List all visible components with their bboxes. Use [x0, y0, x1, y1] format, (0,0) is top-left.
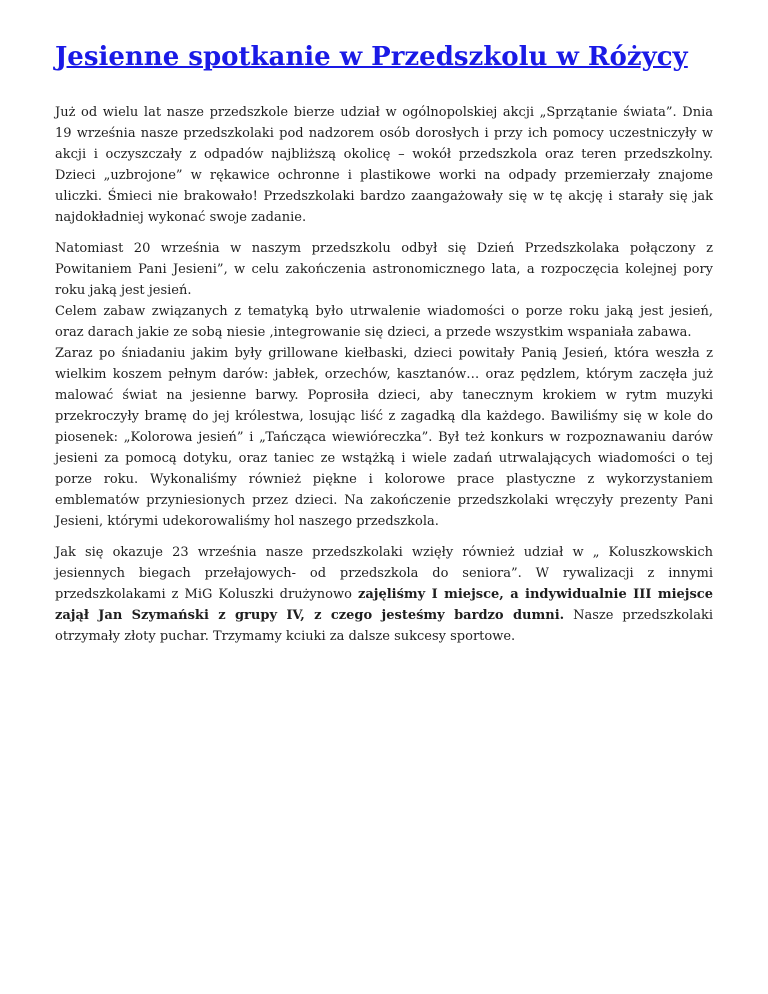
- article-title-link[interactable]: Jesienne spotkanie w Przedszkolu w Różycy: [55, 42, 688, 72]
- paragraph-biegi-przelajowe: [55, 542, 713, 647]
- paragraph-dzien-przedszkolaka-intro: Natomiast 20 września w naszym przedszkolu odbył się Dzień Przedszkolaka połączony z Powitaniem Pani Jesieni”, w celu zakończenia astronomicznego lata, a rozpoczęcia kolejnej pory roku jaką jest jesień.: [55, 241, 713, 298]
- article-body: [55, 102, 713, 647]
- paragraph-biegi-text-end: Nasze przedszkolaki otrzymały złoty puchar. Trzymamy kciuki za dalsze sukcesy sportowe.: [55, 608, 713, 644]
- paragraph-cel-zabaw: Celem zabaw związanych z tematyką było utrwalenie wiadomości o porze roku jaką jest jesień, oraz darach jakie ze sobą niesie ,integrowanie się dzieci, a przede wszystkim wspaniała zabawa.: [55, 304, 713, 340]
- article: [55, 42, 713, 657]
- article-title-heading: [55, 42, 713, 72]
- paragraph-biegi-bold-text: zajęliśmy I miejsce, a indywidualnie III miejsce zajął Jan Szymański z grupy IV, z czego jesteśmy bardzo dumni.: [55, 587, 713, 623]
- paragraph-sprzatanie-swiata: Już od wielu lat nasze przedszkole bierze udział w ogólnopolskiej akcji „Sprzątanie świata”. Dnia 19 września nasze przedszkolaki pod nadzorem osób dorosłych i przy ich pomocy uczestniczyły w akcji i oczyszczały z odpadów najbliższą okolicę – wokół przedszkola oraz teren przedszkolny. Dzieci „uzbrojone” w rękawice ochronne i plastikowe worki na odpady przemierzały znajome uliczki. Śmieci nie brakowało! Przedszkolaki bardzo zaangażowały się w tę akcję i starały się jak najdokładniej wykonać swoje zadanie.: [55, 105, 713, 225]
- paragraph-biegi-text-start: Jak się okazuje 23 września nasze przedszkolaki wzięły również udział w „ Koluszkowskich jesiennych biegach przełajowych- od przedszkola do seniora”. W rywalizacji z innymi przedszkolakami z MiG Koluszki drużynowo: [55, 545, 713, 602]
- paragraph-pani-jesien: Zaraz po śniadaniu jakim były grillowane kiełbaski, dzieci powitały Panią Jesień, która weszła z wielkim koszem pełnym darów: jabłek, orzechów, kasztanów… oraz pędzlem, którym zaczęła już malować świat na jesienne barwy. Poprosiła dzieci, aby tanecznym krokiem w rytm muzyki przekroczyły bramę do jej królestwa, losując liść z zagadką dla każdego. Bawiliśmy się w kole do piosenek: „Kolorowa jesień” i „Tańcząca wiewióreczka”. Był też konkurs w rozpoznawaniu darów jesieni za pomocą dotyku, oraz taniec ze wstążką i wiele zadań utrwalających wiadomości o tej porze roku. Wykonaliśmy również piękne i kolorowe prace plastyczne z wykorzystaniem emblematów przyniesionych przez dzieci. Na zakończenie przedszkolaki wręczyły prezenty Pani Jesieni, którymi udekorowaliśmy hol naszego przedszkola.: [55, 346, 713, 529]
